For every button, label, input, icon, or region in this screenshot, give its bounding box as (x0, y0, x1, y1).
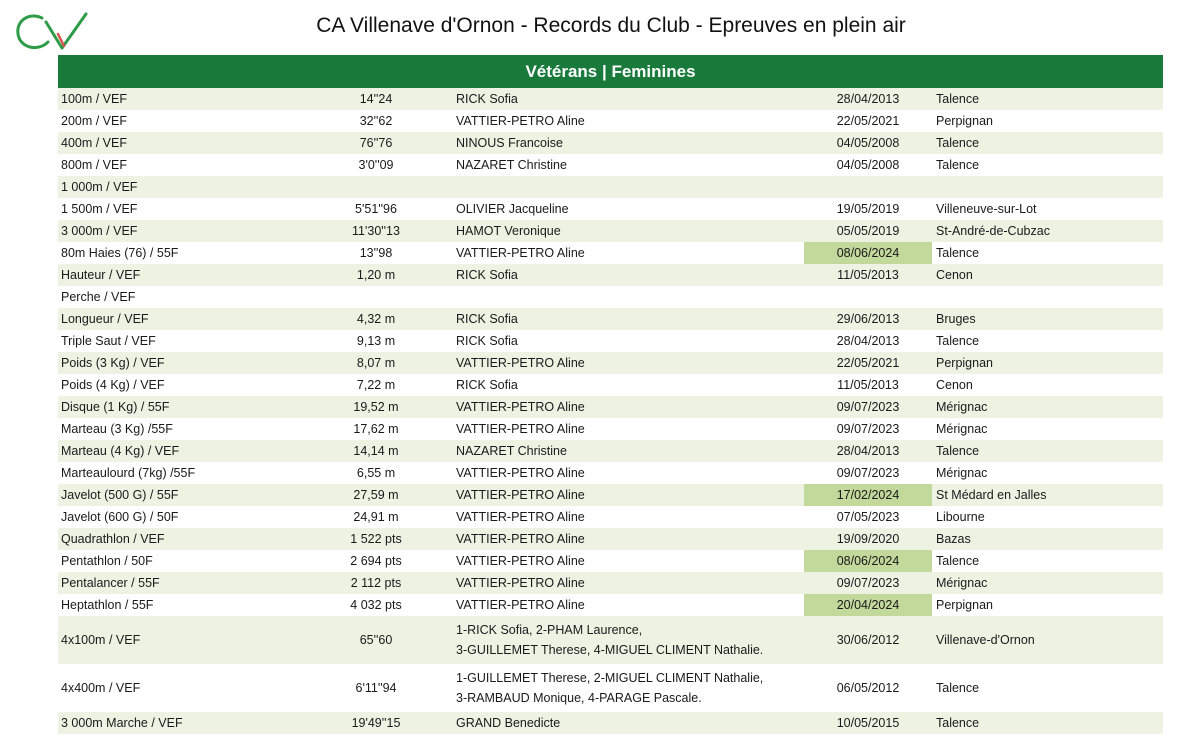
place-cell: Mérignac (936, 422, 988, 436)
performance-cell: 6,55 m (356, 466, 396, 480)
table-row (58, 88, 1163, 110)
athlete-line: VATTIER-PETRO Aline (456, 576, 585, 590)
performance-cell: 6'11''94 (355, 681, 397, 695)
performance-cell: 8,07 m (356, 356, 396, 370)
event-cell: Triple Saut / VEF (61, 334, 156, 348)
event-cell: Hauteur / VEF (61, 268, 141, 282)
athlete-cell (444, 712, 804, 734)
athlete-line: RICK Sofia (456, 268, 518, 282)
date-cell: 07/05/2023 (836, 510, 900, 524)
athlete-line: VATTIER-PETRO Aline (456, 246, 585, 260)
performance-cell: 14,14 m (353, 444, 399, 458)
place-cell: Talence (936, 92, 980, 106)
place-cell: Bruges (936, 312, 976, 326)
place-cell: Talence (936, 716, 980, 730)
event-cell: Marteaulourd (7kg) /55F (61, 466, 196, 480)
athlete-line: NINOUS Francoise (456, 136, 563, 150)
place-cell: Perpignan (936, 598, 993, 612)
place-cell: Mérignac (936, 400, 988, 414)
place-cell: Villenave-d'Ornon (936, 633, 1035, 647)
date-cell: 05/05/2019 (836, 224, 900, 238)
athlete-line: HAMOT Veronique (456, 224, 561, 238)
performance-cell: 1 522 pts (350, 532, 402, 546)
date-cell: 22/05/2021 (836, 114, 900, 128)
table-row (58, 286, 1163, 308)
table-row (58, 242, 1163, 264)
records-rows (58, 88, 1163, 734)
event-cell: 100m / VEF (61, 92, 127, 106)
athlete-line: OLIVIER Jacqueline (456, 202, 569, 216)
athlete-line: VATTIER-PETRO Aline (456, 400, 585, 414)
performance-cell (308, 286, 444, 308)
table-row (58, 712, 1163, 734)
date-cell: 10/05/2015 (836, 716, 900, 730)
table-row (58, 506, 1163, 528)
event-cell: Javelot (500 G) / 55F (61, 488, 179, 502)
performance-cell: 9,13 m (356, 334, 396, 348)
date-cell: 17/02/2024 (804, 484, 932, 506)
records-table (58, 55, 1163, 734)
date-cell: 22/05/2021 (836, 356, 900, 370)
date-cell: 11/05/2013 (837, 268, 899, 282)
athlete-line: 3-RAMBAUD Monique, 4-PARAGE Pascale. (456, 691, 702, 705)
section-header: Vétérans | Feminines (58, 55, 1163, 88)
table-row (58, 176, 1163, 198)
athlete-line: 1-GUILLEMET Therese, 2-MIGUEL CLIMENT Nathalie, (456, 671, 764, 685)
athlete-cell (444, 352, 804, 374)
date-cell: 20/04/2024 (804, 594, 932, 616)
date-cell: 29/06/2013 (836, 312, 900, 326)
date-cell: 19/09/2020 (836, 532, 900, 546)
place-cell: Talence (936, 681, 980, 695)
date-cell: 09/07/2023 (836, 422, 900, 436)
athlete-line: RICK Sofia (456, 334, 518, 348)
athlete-cell (444, 418, 804, 440)
athlete-line: GRAND Benedicte (456, 716, 561, 730)
place-cell: Villeneuve-sur-Lot (936, 202, 1037, 216)
performance-cell: 19,52 m (353, 400, 399, 414)
place-cell: St-André-de-Cubzac (936, 224, 1050, 238)
athlete-line: 3-GUILLEMET Therese, 4-MIGUEL CLIMENT Nathalie. (456, 643, 764, 657)
athlete-cell (444, 154, 804, 176)
performance-cell: 19'49''15 (351, 716, 401, 730)
performance-cell: 17,62 m (353, 422, 399, 436)
place-cell: Talence (936, 554, 980, 568)
athlete-line: NAZARET Christine (456, 158, 567, 172)
athlete-line: VATTIER-PETRO Aline (456, 598, 585, 612)
event-cell: 4x100m / VEF (61, 633, 141, 647)
place-cell (932, 286, 1163, 308)
table-row (58, 198, 1163, 220)
place-cell: Talence (936, 334, 980, 348)
event-cell: 3 000m / VEF (61, 224, 138, 238)
event-cell: 400m / VEF (61, 136, 127, 150)
place-cell (932, 176, 1163, 198)
performance-cell: 24,91 m (353, 510, 399, 524)
performance-cell: 3'0''09 (358, 158, 394, 172)
performance-cell: 4 032 pts (350, 598, 402, 612)
date-cell: 11/05/2013 (837, 378, 899, 392)
athlete-cell (444, 132, 804, 154)
table-row (58, 330, 1163, 352)
event-cell: 4x400m / VEF (61, 681, 141, 695)
place-cell: Cenon (936, 268, 973, 282)
table-row (58, 110, 1163, 132)
table-row (58, 352, 1163, 374)
table-row (58, 616, 1163, 664)
event-cell: Javelot (600 G) / 50F (61, 510, 179, 524)
date-cell: 09/07/2023 (836, 400, 900, 414)
athlete-line: VATTIER-PETRO Aline (456, 532, 585, 546)
table-row (58, 594, 1163, 616)
table-row (58, 220, 1163, 242)
place-cell: Perpignan (936, 114, 993, 128)
athlete-cell (444, 506, 804, 528)
athlete-cell (444, 88, 804, 110)
table-row (58, 308, 1163, 330)
event-cell: 800m / VEF (61, 158, 127, 172)
athlete-cell (444, 550, 804, 572)
performance-cell: 1,20 m (356, 268, 396, 282)
performance-cell: 11'30''13 (352, 224, 400, 238)
table-row (58, 264, 1163, 286)
place-cell: Talence (936, 444, 980, 458)
athlete-line: VATTIER-PETRO Aline (456, 114, 585, 128)
place-cell: Bazas (936, 532, 971, 546)
athlete-line: NAZARET Christine (456, 444, 567, 458)
date-cell: 06/05/2012 (836, 681, 900, 695)
athlete-cell (444, 594, 804, 616)
performance-cell: 32''62 (359, 114, 393, 128)
event-cell: 1 500m / VEF (61, 202, 138, 216)
date-cell: 19/05/2019 (836, 202, 900, 216)
place-cell: Talence (936, 136, 980, 150)
table-row (58, 440, 1163, 462)
athlete-line: RICK Sofia (456, 378, 518, 392)
athlete-cell (444, 572, 804, 594)
athlete-cell (444, 440, 804, 462)
performance-cell: 5'51''96 (355, 202, 397, 216)
athlete-line: VATTIER-PETRO Aline (456, 554, 585, 568)
date-cell: 08/06/2024 (804, 242, 932, 264)
athlete-cell (444, 616, 804, 664)
athlete-line: VATTIER-PETRO Aline (456, 488, 585, 502)
place-cell: Talence (936, 158, 980, 172)
athlete-line: VATTIER-PETRO Aline (456, 422, 585, 436)
performance-cell: 2 112 pts (350, 576, 402, 590)
event-cell: 3 000m Marche / VEF (61, 716, 183, 730)
performance-cell: 27,59 m (353, 488, 399, 502)
date-cell: 09/07/2023 (836, 576, 900, 590)
athlete-cell (444, 220, 804, 242)
athlete-cell (444, 374, 804, 396)
event-cell: Marteau (4 Kg) / VEF (61, 444, 180, 458)
table-row (58, 528, 1163, 550)
table-row (58, 418, 1163, 440)
date-cell: 08/06/2024 (804, 550, 932, 572)
event-cell: 200m / VEF (61, 114, 127, 128)
event-cell: Poids (4 Kg) / VEF (61, 378, 165, 392)
event-cell: Longueur / VEF (61, 312, 149, 326)
athlete-cell (444, 664, 804, 712)
event-cell: 80m Haies (76) / 55F (61, 246, 179, 260)
athlete-cell (444, 330, 804, 352)
date-cell: 30/06/2012 (836, 633, 900, 647)
table-row (58, 396, 1163, 418)
date-cell: 28/04/2013 (836, 444, 900, 458)
athlete-cell (444, 396, 804, 418)
performance-cell: 13''98 (359, 246, 393, 260)
place-cell: Perpignan (936, 356, 993, 370)
date-cell: 09/07/2023 (836, 466, 900, 480)
athlete-cell (444, 286, 804, 308)
performance-cell (308, 176, 444, 198)
event-cell: Heptathlon / 55F (61, 598, 154, 612)
event-cell: Poids (3 Kg) / VEF (61, 356, 165, 370)
athlete-line: 1-RICK Sofia, 2-PHAM Laurence, (456, 623, 643, 637)
athlete-cell (444, 462, 804, 484)
event-cell: 1 000m / VEF (61, 180, 138, 194)
athlete-cell (444, 176, 804, 198)
athlete-cell (444, 242, 804, 264)
place-cell: Cenon (936, 378, 973, 392)
table-row (58, 374, 1163, 396)
athlete-cell (444, 264, 804, 286)
performance-cell: 7,22 m (356, 378, 396, 392)
performance-cell: 76''76 (359, 136, 393, 150)
athlete-cell (444, 484, 804, 506)
place-cell: Mérignac (936, 466, 988, 480)
date-cell: 28/04/2013 (836, 334, 900, 348)
event-cell: Disque (1 Kg) / 55F (61, 400, 170, 414)
table-row (58, 154, 1163, 176)
place-cell: Mérignac (936, 576, 988, 590)
page-title: CA Villenave d'Ornon - Records du Club - Epreuves en plein air (316, 14, 906, 37)
event-cell: Pentalancer / 55F (61, 576, 160, 590)
event-cell: Pentathlon / 50F (61, 554, 153, 568)
table-row (58, 550, 1163, 572)
athlete-cell (444, 528, 804, 550)
place-cell: Libourne (936, 510, 985, 524)
event-cell: Quadrathlon / VEF (61, 532, 165, 546)
date-cell (804, 286, 932, 308)
date-cell: 28/04/2013 (836, 92, 900, 106)
table-row (58, 132, 1163, 154)
performance-cell: 65''60 (359, 633, 393, 647)
event-cell: Marteau (3 Kg) /55F (61, 422, 173, 436)
date-cell: 04/05/2008 (836, 158, 900, 172)
athlete-line: RICK Sofia (456, 312, 518, 326)
date-cell: 04/05/2008 (836, 136, 900, 150)
athlete-cell (444, 110, 804, 132)
table-row (58, 572, 1163, 594)
performance-cell: 14''24 (359, 92, 393, 106)
table-row (58, 484, 1163, 506)
performance-cell: 4,32 m (356, 312, 396, 326)
athlete-cell (444, 198, 804, 220)
athlete-line: VATTIER-PETRO Aline (456, 510, 585, 524)
athlete-cell (444, 308, 804, 330)
event-cell: Perche / VEF (61, 290, 136, 304)
place-cell: Talence (936, 246, 980, 260)
athlete-line: VATTIER-PETRO Aline (456, 466, 585, 480)
athlete-line: VATTIER-PETRO Aline (456, 356, 585, 370)
place-cell: St Médard en Jalles (936, 488, 1047, 502)
date-cell (804, 176, 932, 198)
performance-cell: 2 694 pts (350, 554, 402, 568)
table-row (58, 664, 1163, 712)
table-row (58, 462, 1163, 484)
athlete-line: RICK Sofia (456, 92, 518, 106)
